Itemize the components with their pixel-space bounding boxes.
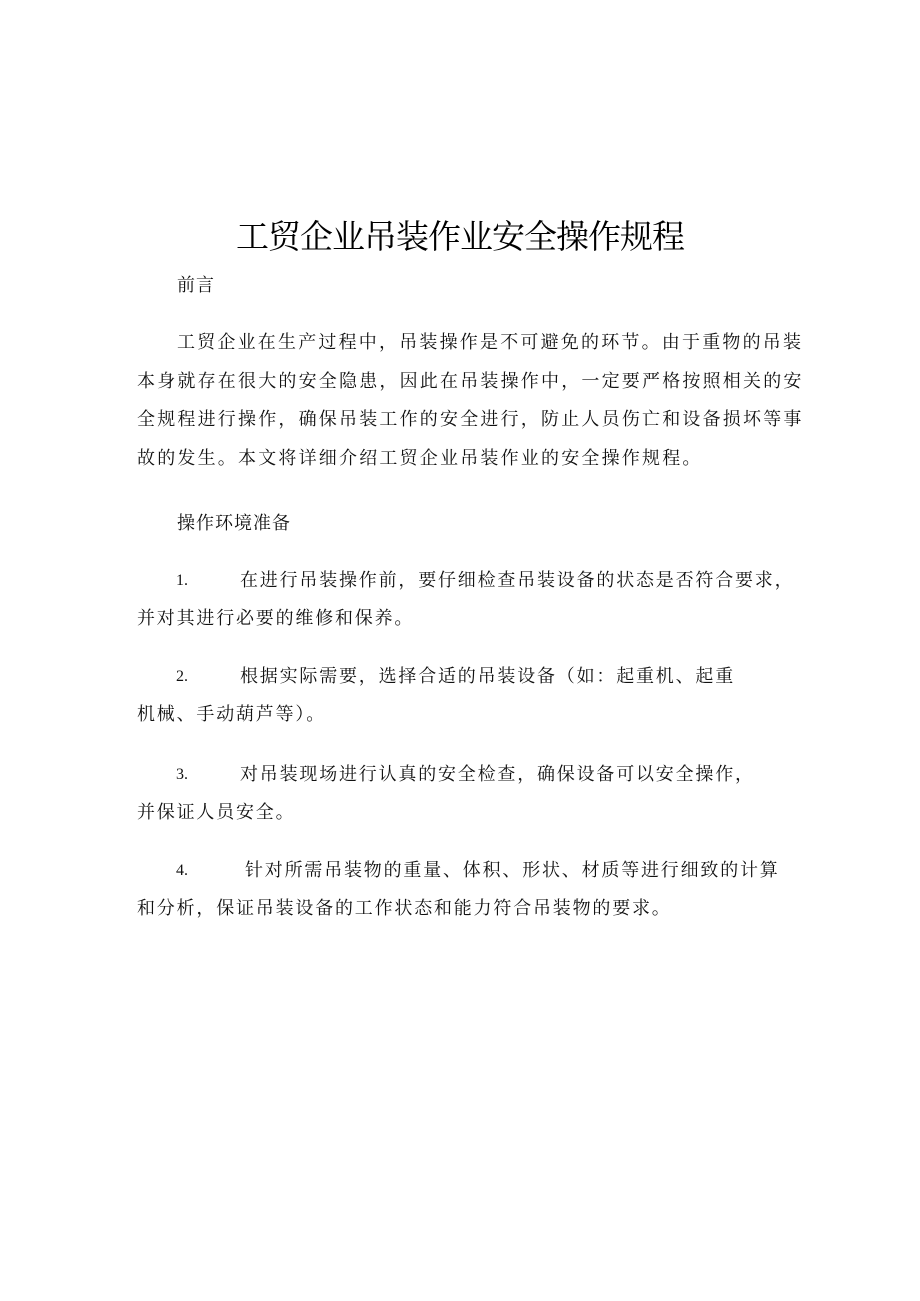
document-title: 工贸企业吊装作业安全操作规程 (236, 217, 684, 256)
list-item-number: 1. (176, 572, 188, 589)
list-item-text-continued: 并对其进行必要的维修和保养。 (137, 608, 415, 629)
list-item (137, 852, 807, 928)
list-item-text: 根据实际需要，选择合适的吊装设备（如：起重机、起重 (240, 666, 735, 687)
list-item (137, 562, 807, 638)
intro-line: 故的发生。本文将详细介绍工贸企业吊装作业的安全操作规程。 (137, 447, 703, 469)
list-item-text-continued: 机械、手动葫芦等）。 (137, 704, 326, 725)
list-item-text: 在进行吊装操作前，要仔细检查吊装设备的状态是否符合要求， (240, 570, 795, 591)
list-item (137, 658, 807, 734)
intro-line: 全规程进行操作，确保吊装工作的安全进行，防止人员伤亡和设备损坏等事 (137, 409, 804, 430)
list-item-number: 4. (176, 862, 188, 879)
list-item-text-continued: 和分析，保证吊装设备的工作状态和能力符合吊装物的要求。 (137, 898, 672, 919)
list-item (137, 756, 807, 832)
list-item-text-continued: 并保证人员安全。 (137, 802, 296, 823)
list-item-text: 针对所需吊装物的重量、体积、形状、材质等进行细致的计算 (245, 860, 780, 881)
intro-line: 本身就存在很大的安全隐患，因此在吊装操作中，一定要严格按照相关的安 (137, 370, 804, 392)
intro-paragraph (137, 324, 805, 478)
intro-line: 工贸企业在生产过程中，吊装操作是不可避免的环节。由于重物的吊装 (177, 332, 804, 353)
list-item-number: 3. (176, 766, 188, 783)
list-item-number: 2. (176, 668, 188, 685)
section-heading-environment: 操作环境准备 (177, 513, 291, 534)
list-item-text: 对吊装现场进行认真的安全检查，确保设备可以安全操作， (240, 764, 755, 785)
preface-heading: 前言 (177, 275, 215, 296)
